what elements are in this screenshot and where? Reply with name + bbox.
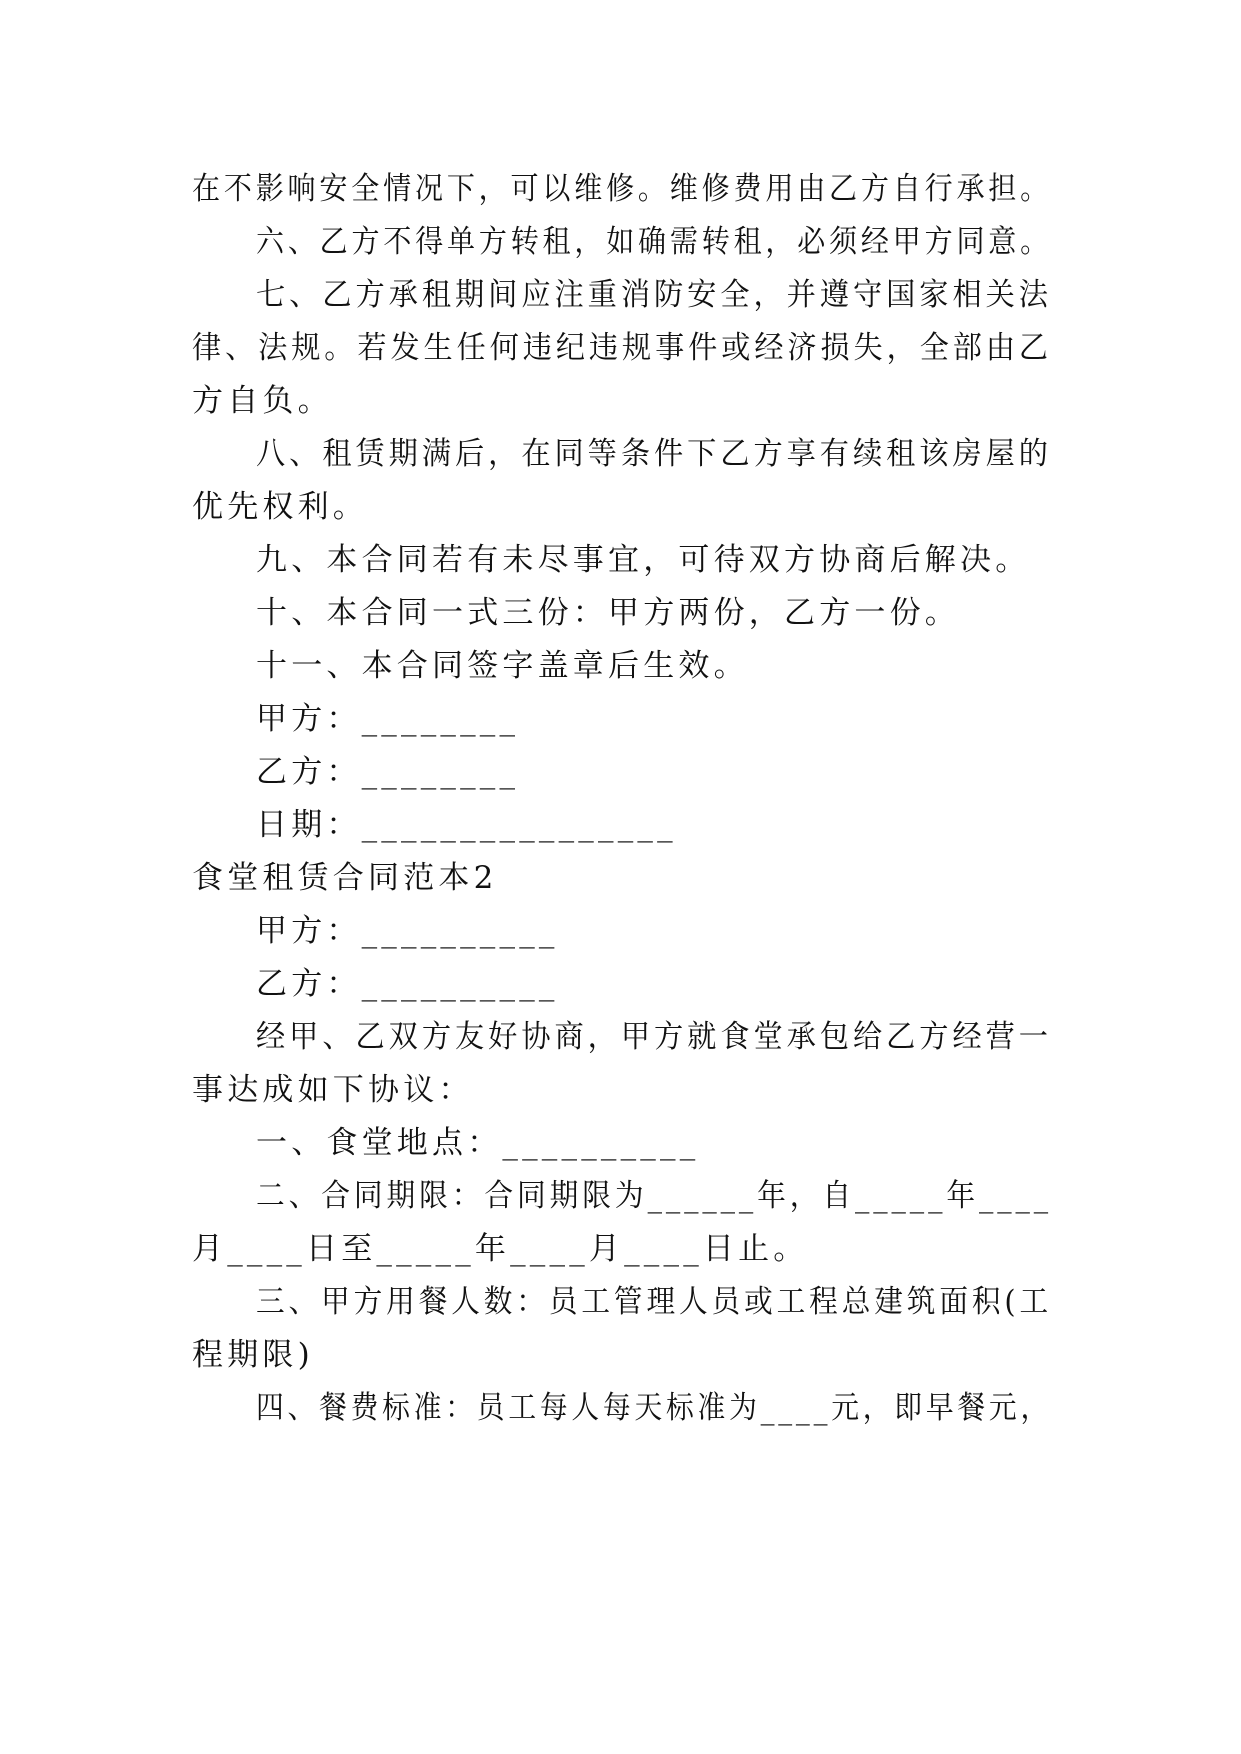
- line-text: 优先权利。: [192, 489, 368, 525]
- line-text: 七、乙方承租期间应注重消防安全，并遵守国家相关法: [256, 277, 1052, 313]
- text-line: [0, 531, 1241, 589]
- text-line: [0, 213, 1241, 271]
- line-text: 八、租赁期满后，在同等条件下乙方享有续租该房屋的: [256, 436, 1052, 472]
- line-text: 日期：________________: [256, 807, 677, 843]
- party-b-line: [0, 955, 1241, 1013]
- text-line: [0, 1167, 1241, 1225]
- text-line: [0, 1379, 1241, 1437]
- line-text: 程期限): [192, 1337, 314, 1373]
- text-line: [0, 266, 1241, 324]
- text-line: [0, 1326, 1241, 1384]
- date-line: [0, 796, 1241, 854]
- line-text: 六、乙方不得单方转租，如确需转租，必须经甲方同意。: [256, 224, 1052, 260]
- text-line: [0, 319, 1241, 377]
- text-line: [0, 160, 1241, 218]
- text-line: [0, 1273, 1241, 1331]
- text-line: [0, 1220, 1241, 1278]
- line-text: 经甲、乙双方友好协商，甲方就食堂承包给乙方经营一: [256, 1019, 1052, 1055]
- line-text: 一、食堂地点：__________: [256, 1125, 700, 1161]
- text-line: [0, 478, 1241, 536]
- section-title: [0, 849, 1241, 907]
- line-text: 甲方：________: [256, 701, 520, 737]
- text-line: [0, 1008, 1241, 1066]
- line-text: 方自负。: [192, 383, 333, 419]
- line-text: 九、本合同若有未尽事宜，可待双方协商后解决。: [256, 542, 1031, 578]
- text-line: [0, 425, 1241, 483]
- text-line: [0, 1061, 1241, 1119]
- line-text: 事达成如下协议：: [192, 1072, 474, 1108]
- text-line: [0, 584, 1241, 642]
- line-text: 月____日至_____年____月____日止。: [192, 1231, 809, 1267]
- line-text: 十一、本合同签字盖章后生效。: [256, 648, 749, 684]
- text-line: [0, 637, 1241, 695]
- signature-line-party-b: [0, 743, 1241, 801]
- line-text: 律、法规。若发生任何违纪违规事件或经济损失，全部由乙: [192, 330, 1053, 366]
- line-text: 二、合同期限：合同期限为______年，自_____年____: [256, 1178, 1053, 1214]
- line-text: 四、餐费标准：员工每人每天标准为____元，即早餐元，: [256, 1390, 1053, 1426]
- party-a-line: [0, 902, 1241, 960]
- line-text: 甲方：__________: [256, 913, 559, 949]
- line-text: 三、甲方用餐人数：员工管理人员或工程总建筑面积(工: [256, 1284, 1052, 1320]
- text-line: [0, 372, 1241, 430]
- line-text: 乙方：__________: [256, 966, 559, 1002]
- line-text: 在不影响安全情况下，可以维修。维修费用由乙方自行承担。: [192, 171, 1053, 207]
- line-text: 食堂租赁合同范本2: [192, 860, 498, 896]
- text-line: [0, 1114, 1241, 1172]
- line-text: 十、本合同一式三份：甲方两份，乙方一份。: [256, 595, 960, 631]
- signature-line-party-a: [0, 690, 1241, 748]
- line-text: 乙方：________: [256, 754, 520, 790]
